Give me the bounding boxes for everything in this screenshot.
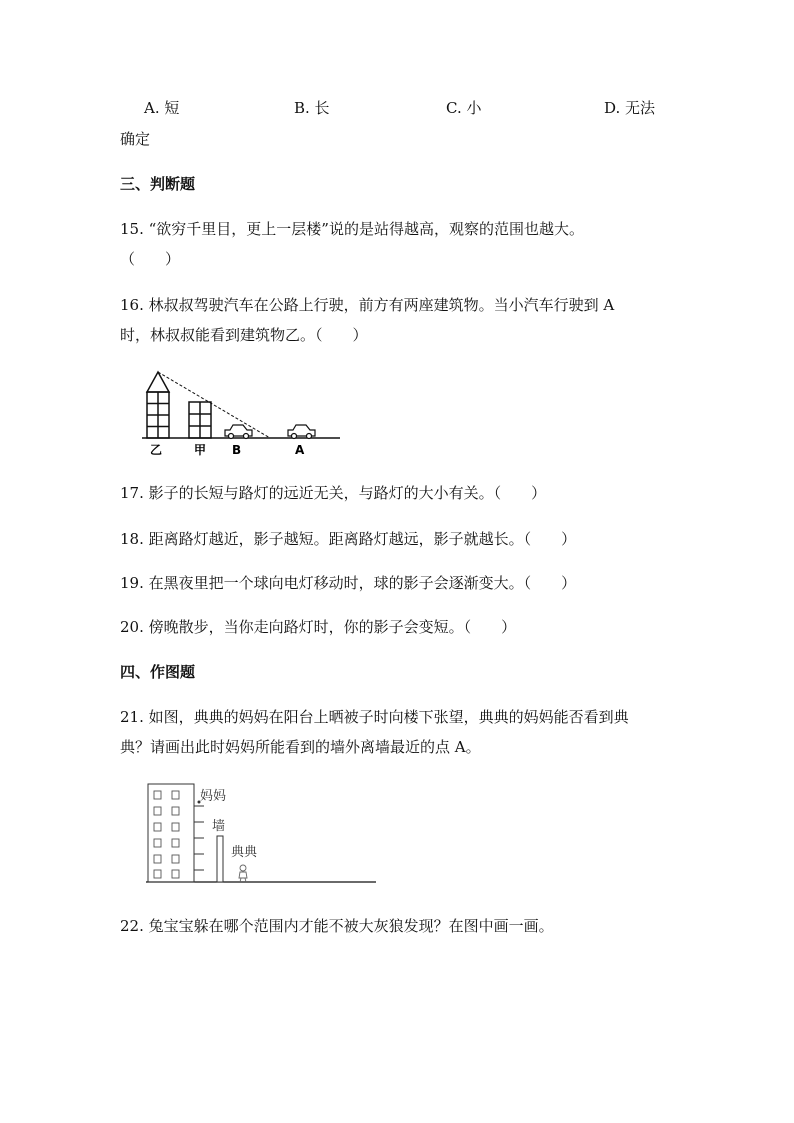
building-yi — [147, 372, 169, 438]
question-18: 18. 距离路灯越近，影子越短。距离路灯越远，影子就越长。（ ） — [120, 530, 577, 548]
label-diandian: 典典 — [231, 845, 258, 860]
question-15-answer-bracket: （ ） — [120, 250, 181, 268]
question-19: 19. 在黑夜里把一个球向电灯移动时，球的影子会逐渐变大。（ ） — [120, 574, 577, 592]
label-jia: 甲 — [194, 443, 207, 457]
question-15: 15. “欲穷千里目，更上一层楼”说的是站得越高，观察的范围也越大。 — [120, 220, 584, 238]
question-21: 21. 如图，典典的妈妈在阳台上晒被子时向楼下张望，典典的妈妈能否看到典 — [120, 708, 629, 726]
question-20: 20. 傍晚散步，当你走向路灯时，你的影子会变短。（ ） — [120, 618, 517, 636]
sight-line — [158, 372, 270, 438]
label-mom: 妈妈 — [200, 789, 227, 804]
car-at-b — [225, 425, 252, 439]
section-heading-judgement: 三、判断题 — [120, 175, 196, 193]
option-c: C. 小 — [446, 99, 482, 117]
option-b: B. 长 — [294, 99, 330, 117]
section-heading-drawing: 四、作图题 — [120, 663, 196, 681]
question-16-line2: 时，林叔叔能看到建筑物乙。（ ） — [120, 326, 368, 344]
building-jia — [189, 402, 211, 438]
child-figure — [239, 865, 247, 882]
question-16: 16. 林叔叔驾驶汽车在公路上行驶，前方有两座建筑物。当小汽车行驶到 A — [120, 296, 615, 314]
wall — [217, 836, 223, 882]
question-16-figure — [140, 364, 350, 460]
building-windows — [154, 791, 179, 878]
option-a: A. 短 — [144, 99, 180, 117]
label-wall: 墙 — [212, 819, 226, 834]
question-21-figure — [140, 778, 380, 888]
label-yi: 乙 — [150, 443, 163, 457]
option-d-continuation: 确定 — [120, 130, 151, 148]
label-a: A — [295, 443, 305, 457]
label-b: B — [232, 443, 242, 457]
question-21-line2: 典？请画出此时妈妈所能看到的墙外离墙最近的点 A。 — [120, 738, 481, 756]
car-at-a — [288, 425, 315, 439]
option-d: D. 无法 — [604, 99, 656, 117]
question-17: 17. 影子的长短与路灯的远近无关，与路灯的大小有关。（ ） — [120, 484, 547, 502]
question-22: 22. 兔宝宝躲在哪个范围内才能不被大灰狼发现？在图中画一画。 — [120, 917, 554, 935]
